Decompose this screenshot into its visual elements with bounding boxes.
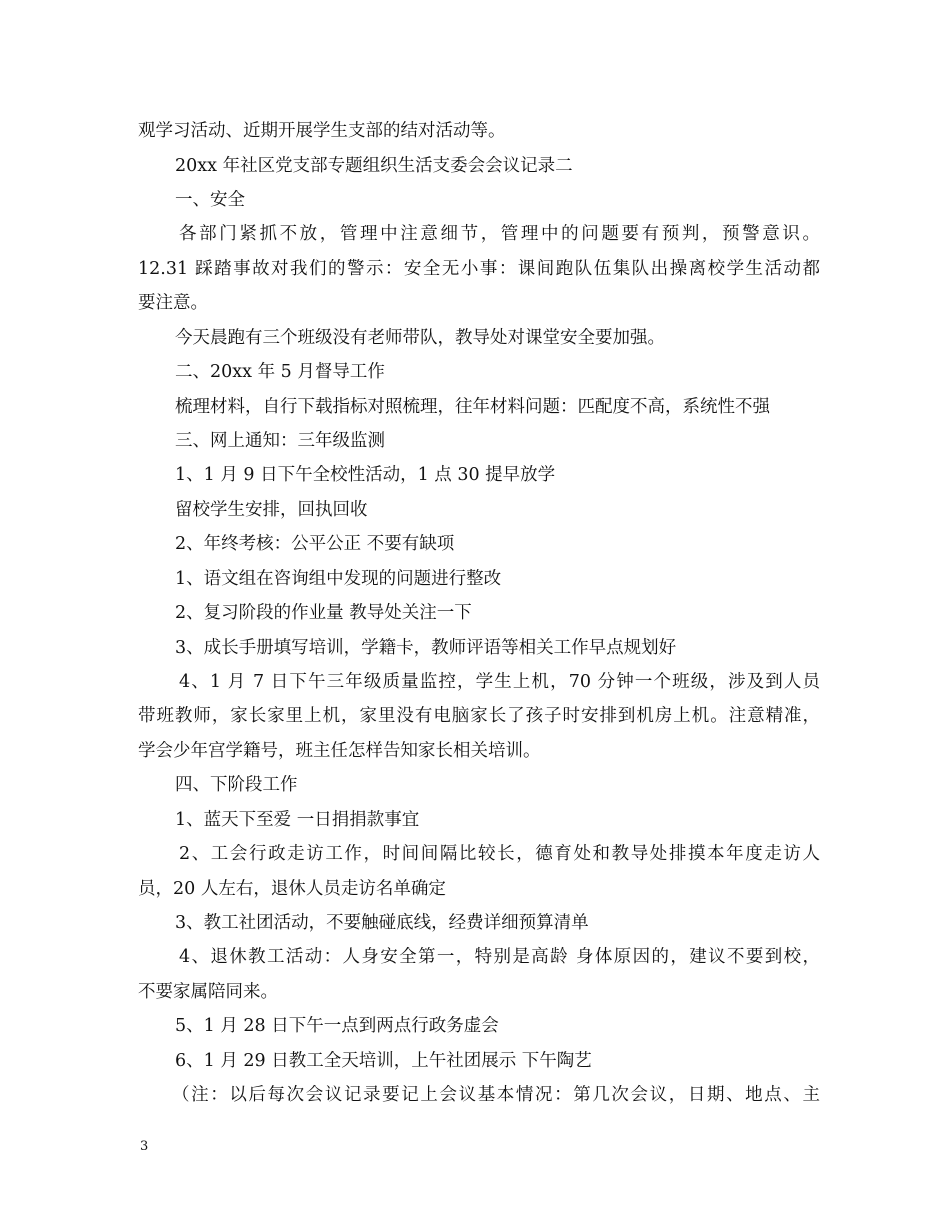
text-line: 员，20 人左右，退休人员走访名单确定: [138, 879, 446, 899]
text-line: 12.31 踩踏事故对我们的警示：安全无小事：课间跑队伍集队出操离校学生活动都: [138, 259, 820, 279]
list-item: 1、蓝天下至爱 一日捐捐款事宜: [175, 810, 420, 830]
note-line: （注：以后每次会议记录要记上会议基本情况：第几次会议，日期、地点、主: [172, 1085, 820, 1105]
text-line: 梳理材料，自行下载指标对照梳理，往年材料问题：匹配度不高，系统性不强: [175, 397, 770, 417]
text-line: 带班教师，家长家里上机，家里没有电脑家长了孩子时安排到机房上机。注意精准，: [138, 706, 820, 726]
text-line: 各部门紧抓不放，管理中注意细节，管理中的问题要有预判，预警意识。: [179, 224, 820, 244]
text-line: 学会少年宫学籍号，班主任怎样告知家长相关培训。: [138, 741, 541, 761]
text-line: 观学习活动、近期开展学生支部的结对活动等。: [138, 121, 506, 141]
list-item: 2、工会行政走访工作，时间间隔比较长，德育处和教导处排摸本年度走访人: [179, 844, 820, 864]
list-item: 4、1 月 7 日下午三年级质量监控，学生上机，70 分钟一个班级，涉及到人员: [179, 672, 820, 692]
subtitle-line: 20xx 年社区党支部专题组织生活支委会会议记录二: [175, 156, 573, 176]
page-number: 3: [140, 1139, 149, 1154]
text-line: 留校学生安排，回执回收: [175, 500, 368, 520]
list-item: 5、1 月 28 日下午一点到两点行政务虚会: [175, 1016, 499, 1036]
list-item: 1、1 月 9 日下午全校性活动，1 点 30 提早放学: [175, 465, 556, 485]
section-heading: 三、网上通知：三年级监测: [175, 431, 385, 451]
section-heading: 二、20xx 年 5 月督导工作: [175, 362, 385, 382]
section-heading: 一、安全: [175, 190, 245, 210]
text-line: 要注意。: [138, 293, 208, 313]
text-line: 今天晨跑有三个班级没有老师带队，教导处对课堂安全要加强。: [175, 328, 665, 348]
list-item: 1、语文组在咨询组中发现的问题进行整改: [175, 569, 502, 589]
list-item: 2、复习阶段的作业量 教导处关注一下: [175, 603, 472, 623]
list-item: 2、年终考核：公平公正 不要有缺项: [175, 534, 455, 554]
section-heading: 四、下阶段工作: [175, 775, 298, 795]
list-item: 3、教工社团活动，不要触碰底线，经费详细预算清单: [175, 913, 589, 933]
list-item: 4、退休教工活动：人身安全第一，特别是高龄 身体原因的，建议不要到校，: [179, 947, 820, 967]
list-item: 6、1 月 29 日教工全天培训，上午社团展示 下午陶艺: [175, 1051, 592, 1071]
text-line: 不要家属陪同来。: [138, 982, 278, 1002]
list-item: 3、成长手册填写培训，学籍卡，教师评语等相关工作早点规划好: [175, 638, 677, 658]
